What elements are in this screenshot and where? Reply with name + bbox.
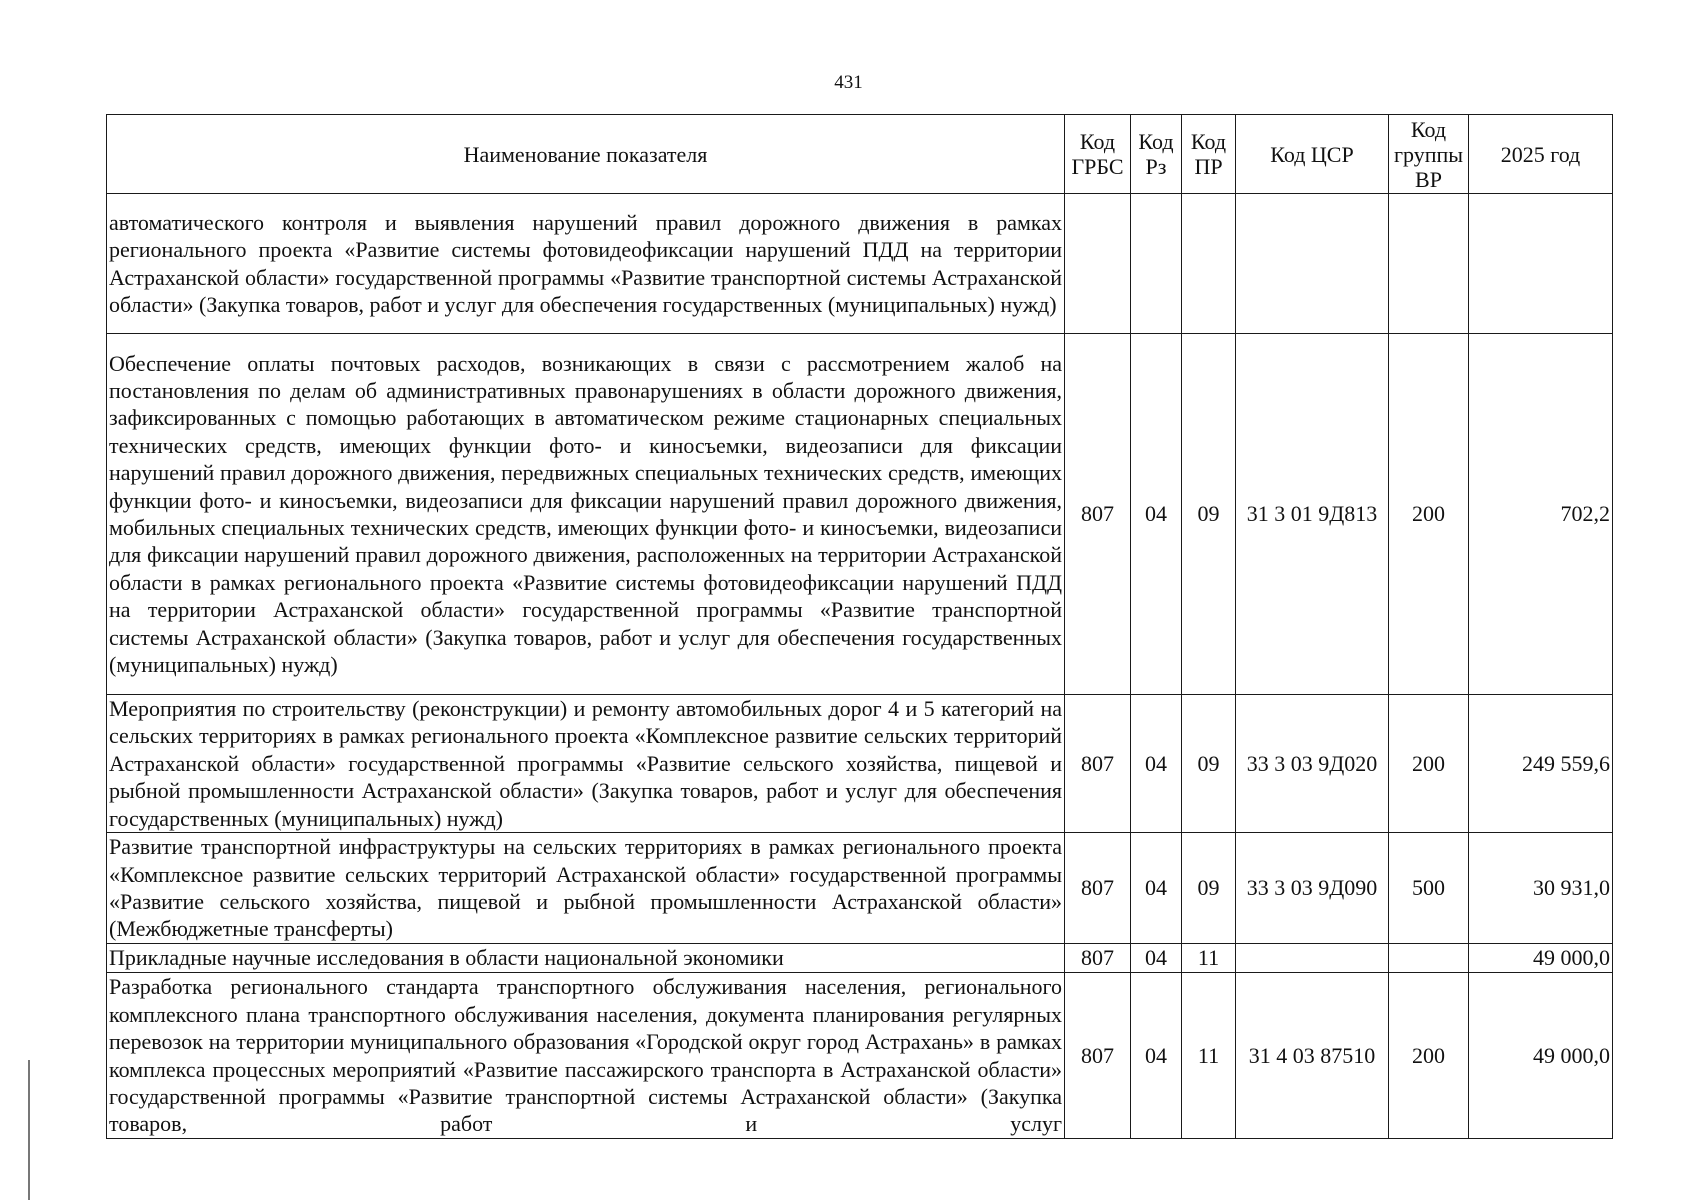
scan-margin-line (28, 1060, 30, 1200)
row-amount: 30 931,0 (1469, 833, 1613, 944)
table-row (107, 194, 1613, 334)
page-number: 431 (834, 72, 863, 93)
row-vr (1389, 194, 1469, 334)
table-row (107, 973, 1613, 1139)
row-name: автоматического контроля и выявления нарушений правил дорожного движения в рамках регионального проекта «Развитие системы фотовидеофиксации нарушений ПДД на территории Астраханской области» государственной программы «Развитие транспортной системы Астраханской области» (Закупка товаров, работ и услуг для обеспечения государственных (муниципальных) нужд) (107, 194, 1065, 334)
row-csr: 33 3 03 9Д020 (1236, 695, 1389, 833)
row-csr: 31 4 03 87510 (1236, 973, 1389, 1139)
row-rz: 04 (1131, 973, 1182, 1139)
row-rz: 04 (1131, 334, 1182, 695)
row-pr (1182, 194, 1236, 334)
row-rz: 04 (1131, 944, 1182, 973)
row-pr: 09 (1182, 833, 1236, 944)
row-grbs: 807 (1065, 833, 1131, 944)
row-vr: 500 (1389, 833, 1469, 944)
row-name: Обеспечение оплаты почтовых расходов, возникающих в связи с рассмотрением жалоб на постановления по делам об административных правонарушениях в области дорожного движения, зафиксированных с помощью работающих в автоматическом режиме стационарных специальных технических средств, имеющих функции фото- и киносъемки, видеозаписи для фиксации нарушений правил дорожного движения, передвижных специальных технических средств, имеющих функции фото- и киносъемки, видеозаписи для фиксации нарушений правил дорожного движения, мобильных специальных технических средств, имеющих функции фото- и киносъемки, видеозаписи для фиксации нарушений правил дорожного движения, расположенных на территории Астраханской области в рамках регионального проекта «Развитие системы фотовидеофиксации нарушений ПДД на территории Астраханской области» государственной программы «Развитие транспортной системы Астраханской области» (Закупка товаров, работ и услуг для обеспечения государственных (муниципальных) нужд) (107, 334, 1065, 695)
row-name: Разработка регионального стандарта транспортного обслуживания населения, регионального комплексного плана транспортного обслуживания населения, документа планирования регулярных перевозок на территории муниципального образования «Городской округ город Астрахань» в рамках комплекса процессных мероприятий «Развитие пассажирского транспорта в Астраханской области» государственной программы «Развитие транспортной системы Астраханской области» (Закупка товаров, работ и услуг (107, 973, 1065, 1139)
row-grbs: 807 (1065, 695, 1131, 833)
budget-table (106, 114, 1613, 1139)
row-vr (1389, 944, 1469, 973)
row-pr: 11 (1182, 944, 1236, 973)
row-vr: 200 (1389, 334, 1469, 695)
header-rz: Код Рз (1131, 115, 1182, 194)
header-year: 2025 год (1469, 115, 1613, 194)
row-grbs (1065, 194, 1131, 334)
table-row (107, 833, 1613, 944)
row-vr: 200 (1389, 973, 1469, 1139)
row-vr: 200 (1389, 695, 1469, 833)
row-pr: 09 (1182, 334, 1236, 695)
header-name: Наименование показателя (107, 115, 1065, 194)
header-pr: Код ПР (1182, 115, 1236, 194)
row-amount: 249 559,6 (1469, 695, 1613, 833)
table-row (107, 695, 1613, 833)
row-amount (1469, 194, 1613, 334)
row-pr: 11 (1182, 973, 1236, 1139)
row-grbs: 807 (1065, 973, 1131, 1139)
row-amount: 49 000,0 (1469, 944, 1613, 973)
row-amount: 702,2 (1469, 334, 1613, 695)
row-rz (1131, 194, 1182, 334)
row-grbs: 807 (1065, 944, 1131, 973)
row-csr (1236, 194, 1389, 334)
row-name: Развитие транспортной инфраструктуры на сельских территориях в рамках регионального проекта «Комплексное развитие сельских территорий Астраханской области» государственной программы «Развитие сельского хозяйства, пищевой и рыбной промышленности Астраханской области» (Межбюджетные трансферты) (107, 833, 1065, 944)
row-name: Мероприятия по строительству (реконструкции) и ремонту автомобильных дорог 4 и 5 категорий на сельских территориях в рамках регионального проекта «Комплексное развитие сельских территорий Астраханской области» государственной программы «Развитие сельского хозяйства, пищевой и рыбной промышленности Астраханской области» (Закупка товаров, работ и услуг для обеспечения государственных (муниципальных) нужд) (107, 695, 1065, 833)
row-csr: 33 3 03 9Д090 (1236, 833, 1389, 944)
header-csr: Код ЦСР (1236, 115, 1389, 194)
table-header-row (107, 115, 1613, 194)
row-grbs: 807 (1065, 334, 1131, 695)
row-rz: 04 (1131, 695, 1182, 833)
table-row (107, 334, 1613, 695)
header-vr: Код группы ВР (1389, 115, 1469, 194)
row-csr (1236, 944, 1389, 973)
row-pr: 09 (1182, 695, 1236, 833)
row-amount: 49 000,0 (1469, 973, 1613, 1139)
header-grbs: Код ГРБС (1065, 115, 1131, 194)
row-rz: 04 (1131, 833, 1182, 944)
row-csr: 31 3 01 9Д813 (1236, 334, 1389, 695)
row-name: Прикладные научные исследования в области национальной экономики (107, 944, 1065, 973)
table-row (107, 944, 1613, 973)
